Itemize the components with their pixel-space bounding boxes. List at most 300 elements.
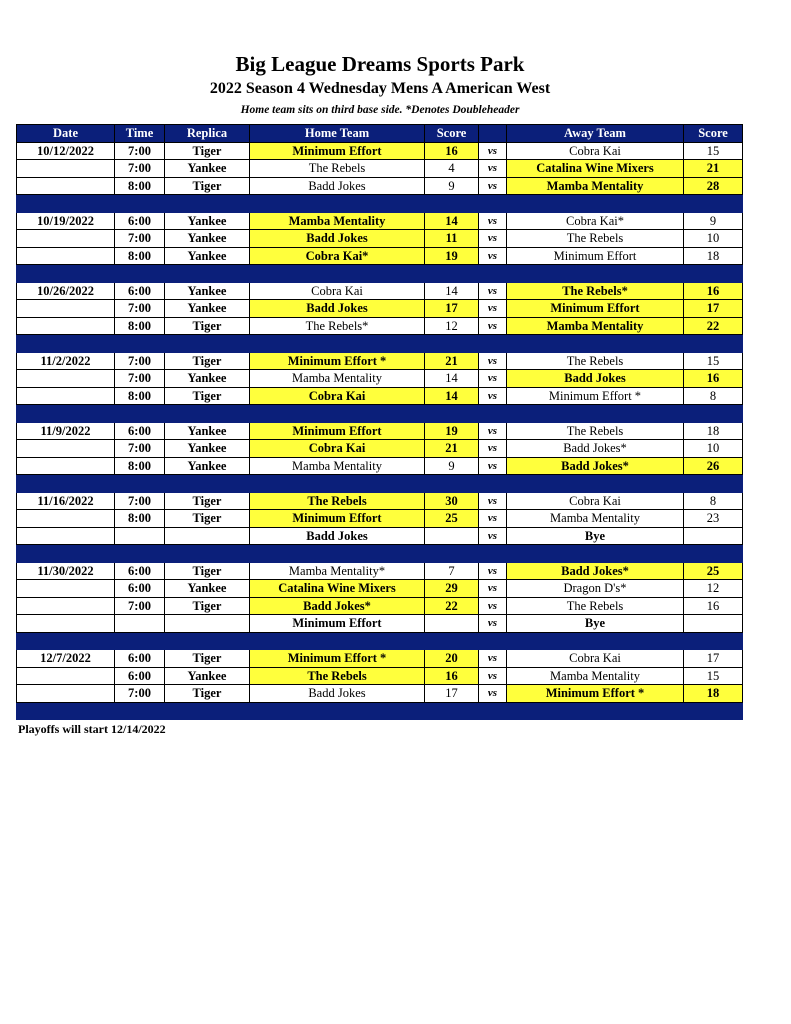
header-row [17, 125, 743, 143]
replica-cell: Yankee [165, 667, 250, 685]
away-team-cell: Bye [507, 527, 684, 545]
separator-cell [507, 265, 684, 283]
home-team-cell: Minimum Effort [250, 615, 425, 633]
away-team-cell: Mamba Mentality [507, 177, 684, 195]
vs-cell: vs [479, 177, 507, 195]
date-cell: 11/9/2022 [17, 422, 115, 440]
game-row [17, 510, 743, 528]
away-team-cell: Cobra Kai [507, 142, 684, 160]
away-score-cell: 22 [684, 317, 743, 335]
separator-cell [17, 335, 115, 353]
separator-cell [165, 265, 250, 283]
away-team-cell: The Rebels [507, 597, 684, 615]
away-score-cell: 18 [684, 247, 743, 265]
home-team-cell: Cobra Kai* [250, 247, 425, 265]
away-score-cell: 16 [684, 282, 743, 300]
home-team-cell: Badd Jokes [250, 177, 425, 195]
time-cell: 8:00 [115, 510, 165, 528]
replica-cell: Yankee [165, 440, 250, 458]
week-separator-row [17, 335, 743, 353]
page-subtitle: 2022 Season 4 Wednesday Mens A American West [209, 80, 551, 97]
replica-cell: Tiger [165, 510, 250, 528]
time-cell: 8:00 [115, 317, 165, 335]
time-cell: 7:00 [115, 685, 165, 703]
vs-cell: vs [479, 317, 507, 335]
home-score-cell: 16 [425, 667, 479, 685]
game-row [17, 230, 743, 248]
col-header-away-team: Away Team [507, 125, 684, 143]
game-row [17, 370, 743, 388]
replica-cell: Tiger [165, 685, 250, 703]
separator-cell [507, 405, 684, 423]
game-row [17, 440, 743, 458]
home-team-cell: Mamba Mentality [250, 457, 425, 475]
away-team-cell: Cobra Kai [507, 650, 684, 668]
home-team-cell: Minimum Effort [250, 510, 425, 528]
separator-cell [684, 335, 743, 353]
separator-cell [17, 475, 115, 493]
vs-cell: vs [479, 580, 507, 598]
game-row [17, 247, 743, 265]
separator-cell [479, 545, 507, 563]
separator-cell [250, 405, 425, 423]
date-cell [17, 370, 115, 388]
vs-cell: vs [479, 562, 507, 580]
home-score-cell: 25 [425, 510, 479, 528]
separator-cell [250, 335, 425, 353]
home-team-cell: Minimum Effort [250, 422, 425, 440]
away-score-cell [684, 615, 743, 633]
game-row [17, 300, 743, 318]
vs-cell: vs [479, 142, 507, 160]
replica-cell: Tiger [165, 492, 250, 510]
home-score-cell: 11 [425, 230, 479, 248]
separator-cell [165, 405, 250, 423]
away-score-cell: 16 [684, 370, 743, 388]
away-score-cell: 18 [684, 685, 743, 703]
away-score-cell: 23 [684, 510, 743, 528]
separator-cell [684, 632, 743, 650]
home-score-cell: 14 [425, 282, 479, 300]
game-row [17, 685, 743, 703]
separator-cell [165, 475, 250, 493]
date-cell [17, 247, 115, 265]
game-row [17, 317, 743, 335]
separator-cell [479, 405, 507, 423]
date-cell: 10/19/2022 [17, 212, 115, 230]
date-cell [17, 177, 115, 195]
separator-cell [250, 265, 425, 283]
separator-cell [479, 335, 507, 353]
away-team-cell: Cobra Kai [507, 492, 684, 510]
away-score-cell: 28 [684, 177, 743, 195]
separator-cell [425, 475, 479, 493]
replica-cell: Yankee [165, 370, 250, 388]
home-team-cell: Cobra Kai [250, 387, 425, 405]
separator-cell [115, 195, 165, 213]
away-score-cell: 15 [684, 667, 743, 685]
vs-cell: vs [479, 615, 507, 633]
home-score-cell: 19 [425, 247, 479, 265]
away-team-cell: Badd Jokes* [507, 457, 684, 475]
playoffs-note: Playoffs will start 12/14/2022 [18, 722, 166, 736]
away-score-cell: 8 [684, 387, 743, 405]
date-cell [17, 230, 115, 248]
away-team-cell: The Rebels [507, 230, 684, 248]
separator-cell [17, 632, 115, 650]
date-cell [17, 685, 115, 703]
vs-cell: vs [479, 685, 507, 703]
away-team-cell: The Rebels* [507, 282, 684, 300]
away-team-cell: Bye [507, 615, 684, 633]
separator-cell [165, 545, 250, 563]
schedule-table [16, 124, 743, 720]
game-row [17, 212, 743, 230]
date-cell: 10/26/2022 [17, 282, 115, 300]
away-team-cell: Mamba Mentality [507, 317, 684, 335]
week-separator-row [17, 545, 743, 563]
separator-cell [165, 195, 250, 213]
home-team-cell: Catalina Wine Mixers [250, 580, 425, 598]
replica-cell: Yankee [165, 230, 250, 248]
separator-cell [115, 265, 165, 283]
time-cell: 8:00 [115, 387, 165, 405]
separator-cell [250, 632, 425, 650]
home-team-cell: Badd Jokes [250, 230, 425, 248]
separator-cell [250, 702, 425, 720]
separator-cell [425, 632, 479, 650]
home-score-cell: 21 [425, 440, 479, 458]
replica-cell: Tiger [165, 387, 250, 405]
separator-cell [479, 702, 507, 720]
vs-cell: vs [479, 160, 507, 178]
game-row [17, 527, 743, 545]
vs-cell: vs [479, 247, 507, 265]
home-team-cell: The Rebels [250, 667, 425, 685]
game-row [17, 160, 743, 178]
time-cell: 6:00 [115, 580, 165, 598]
separator-cell [425, 265, 479, 283]
away-team-cell: Badd Jokes* [507, 440, 684, 458]
game-row [17, 597, 743, 615]
game-row [17, 562, 743, 580]
vs-cell: vs [479, 440, 507, 458]
col-header-home-score: Score [425, 125, 479, 143]
date-cell: 11/2/2022 [17, 352, 115, 370]
away-score-cell: 8 [684, 492, 743, 510]
separator-cell [425, 405, 479, 423]
away-score-cell: 17 [684, 650, 743, 668]
home-score-cell: 7 [425, 562, 479, 580]
date-cell [17, 615, 115, 633]
home-score-cell: 14 [425, 387, 479, 405]
separator-cell [17, 545, 115, 563]
vs-cell: vs [479, 422, 507, 440]
replica-cell: Yankee [165, 160, 250, 178]
away-score-cell: 25 [684, 562, 743, 580]
away-team-cell: Mamba Mentality [507, 667, 684, 685]
time-cell: 6:00 [115, 562, 165, 580]
replica-cell [165, 615, 250, 633]
separator-cell [507, 702, 684, 720]
away-team-cell: Badd Jokes* [507, 562, 684, 580]
away-score-cell: 15 [684, 142, 743, 160]
time-cell: 7:00 [115, 160, 165, 178]
replica-cell: Yankee [165, 422, 250, 440]
col-header-replica: Replica [165, 125, 250, 143]
time-cell: 7:00 [115, 492, 165, 510]
date-cell [17, 300, 115, 318]
replica-cell: Tiger [165, 650, 250, 668]
date-cell [17, 597, 115, 615]
home-score-cell: 16 [425, 142, 479, 160]
schedule-body [17, 142, 743, 720]
vs-cell: vs [479, 457, 507, 475]
replica-cell: Tiger [165, 352, 250, 370]
replica-cell: Yankee [165, 457, 250, 475]
time-cell: 7:00 [115, 300, 165, 318]
home-score-cell: 30 [425, 492, 479, 510]
separator-cell [115, 702, 165, 720]
vs-cell: vs [479, 212, 507, 230]
vs-cell: vs [479, 352, 507, 370]
replica-cell: Tiger [165, 562, 250, 580]
time-cell: 8:00 [115, 247, 165, 265]
separator-cell [684, 265, 743, 283]
replica-cell [165, 527, 250, 545]
date-cell [17, 317, 115, 335]
home-score-cell [425, 615, 479, 633]
separator-cell [115, 545, 165, 563]
home-team-cell: Badd Jokes [250, 300, 425, 318]
col-header-away-score: Score [684, 125, 743, 143]
home-score-cell: 19 [425, 422, 479, 440]
separator-cell [507, 632, 684, 650]
home-score-cell: 12 [425, 317, 479, 335]
vs-cell: vs [479, 650, 507, 668]
separator-cell [479, 475, 507, 493]
time-cell: 7:00 [115, 352, 165, 370]
away-score-cell: 18 [684, 422, 743, 440]
away-team-cell: Catalina Wine Mixers [507, 160, 684, 178]
vs-cell: vs [479, 492, 507, 510]
away-team-cell: Minimum Effort [507, 247, 684, 265]
away-team-cell: Minimum Effort * [507, 685, 684, 703]
home-team-cell: Cobra Kai [250, 440, 425, 458]
separator-cell [250, 545, 425, 563]
time-cell: 8:00 [115, 457, 165, 475]
home-team-cell: Minimum Effort * [250, 650, 425, 668]
home-team-cell: Mamba Mentality [250, 370, 425, 388]
date-cell [17, 527, 115, 545]
game-row [17, 282, 743, 300]
schedule-note: Home team sits on third base side. *Denotes Doubleheader [240, 104, 520, 116]
separator-cell [425, 335, 479, 353]
game-row [17, 422, 743, 440]
away-team-cell: Cobra Kai* [507, 212, 684, 230]
separator-cell [425, 545, 479, 563]
home-score-cell [425, 527, 479, 545]
separator-cell [507, 335, 684, 353]
home-score-cell: 20 [425, 650, 479, 668]
time-cell [115, 527, 165, 545]
home-score-cell: 9 [425, 457, 479, 475]
time-cell: 6:00 [115, 650, 165, 668]
replica-cell: Yankee [165, 247, 250, 265]
separator-cell [165, 632, 250, 650]
separator-cell [479, 265, 507, 283]
away-score-cell: 17 [684, 300, 743, 318]
away-team-cell: Mamba Mentality [507, 510, 684, 528]
game-row [17, 142, 743, 160]
date-cell [17, 667, 115, 685]
col-header-vs [479, 125, 507, 143]
replica-cell: Yankee [165, 212, 250, 230]
replica-cell: Tiger [165, 597, 250, 615]
separator-cell [684, 475, 743, 493]
separator-cell [17, 265, 115, 283]
date-cell [17, 510, 115, 528]
vs-cell: vs [479, 370, 507, 388]
separator-cell [684, 405, 743, 423]
home-score-cell: 14 [425, 212, 479, 230]
away-score-cell: 16 [684, 597, 743, 615]
separator-cell [425, 195, 479, 213]
separator-cell [507, 475, 684, 493]
separator-cell [17, 405, 115, 423]
game-row [17, 580, 743, 598]
replica-cell: Yankee [165, 580, 250, 598]
away-team-cell: Dragon D's* [507, 580, 684, 598]
vs-cell: vs [479, 667, 507, 685]
away-score-cell: 9 [684, 212, 743, 230]
separator-cell [479, 632, 507, 650]
replica-cell: Tiger [165, 317, 250, 335]
time-cell: 8:00 [115, 177, 165, 195]
vs-cell: vs [479, 230, 507, 248]
home-score-cell: 17 [425, 300, 479, 318]
vs-cell: vs [479, 282, 507, 300]
away-team-cell: Minimum Effort [507, 300, 684, 318]
replica-cell: Yankee [165, 282, 250, 300]
home-score-cell: 4 [425, 160, 479, 178]
separator-cell [507, 195, 684, 213]
home-team-cell: Badd Jokes [250, 685, 425, 703]
separator-cell [684, 702, 743, 720]
home-score-cell: 21 [425, 352, 479, 370]
away-score-cell: 10 [684, 230, 743, 248]
vs-cell: vs [479, 387, 507, 405]
home-team-cell: The Rebels [250, 160, 425, 178]
date-cell [17, 580, 115, 598]
vs-cell: vs [479, 510, 507, 528]
separator-cell [425, 702, 479, 720]
home-team-cell: Minimum Effort * [250, 352, 425, 370]
week-separator-row [17, 475, 743, 493]
home-score-cell: 14 [425, 370, 479, 388]
separator-cell [115, 632, 165, 650]
replica-cell: Tiger [165, 177, 250, 195]
vs-cell: vs [479, 527, 507, 545]
time-cell: 7:00 [115, 142, 165, 160]
separator-cell [165, 702, 250, 720]
home-team-cell: Cobra Kai [250, 282, 425, 300]
time-cell: 6:00 [115, 667, 165, 685]
separator-cell [250, 195, 425, 213]
separator-cell [17, 702, 115, 720]
date-cell [17, 387, 115, 405]
week-separator-row [17, 632, 743, 650]
time-cell: 7:00 [115, 597, 165, 615]
separator-cell [507, 545, 684, 563]
date-cell [17, 160, 115, 178]
date-cell [17, 440, 115, 458]
game-row [17, 352, 743, 370]
home-team-cell: Mamba Mentality [250, 212, 425, 230]
game-row [17, 177, 743, 195]
away-team-cell: Minimum Effort * [507, 387, 684, 405]
home-score-cell: 17 [425, 685, 479, 703]
home-team-cell: Mamba Mentality* [250, 562, 425, 580]
home-team-cell: Badd Jokes [250, 527, 425, 545]
week-separator-row [17, 405, 743, 423]
date-cell: 12/7/2022 [17, 650, 115, 668]
replica-cell: Yankee [165, 300, 250, 318]
away-score-cell: 10 [684, 440, 743, 458]
date-cell: 11/16/2022 [17, 492, 115, 510]
home-score-cell: 9 [425, 177, 479, 195]
separator-cell [115, 475, 165, 493]
away-score-cell: 26 [684, 457, 743, 475]
game-row [17, 492, 743, 510]
col-header-time: Time [115, 125, 165, 143]
game-row [17, 615, 743, 633]
away-score-cell: 21 [684, 160, 743, 178]
away-team-cell: Badd Jokes [507, 370, 684, 388]
home-score-cell: 22 [425, 597, 479, 615]
game-row [17, 667, 743, 685]
time-cell: 7:00 [115, 370, 165, 388]
week-separator-row [17, 195, 743, 213]
game-row [17, 650, 743, 668]
time-cell: 6:00 [115, 282, 165, 300]
home-team-cell: The Rebels* [250, 317, 425, 335]
replica-cell: Tiger [165, 142, 250, 160]
separator-cell [684, 195, 743, 213]
col-header-date: Date [17, 125, 115, 143]
date-cell: 10/12/2022 [17, 142, 115, 160]
away-team-cell: The Rebels [507, 352, 684, 370]
time-cell: 6:00 [115, 422, 165, 440]
home-score-cell: 29 [425, 580, 479, 598]
time-cell: 7:00 [115, 440, 165, 458]
time-cell: 6:00 [115, 212, 165, 230]
separator-cell [250, 475, 425, 493]
away-score-cell: 12 [684, 580, 743, 598]
date-cell [17, 457, 115, 475]
page-title: Big League Dreams Sports Park [235, 52, 525, 76]
home-team-cell: Minimum Effort [250, 142, 425, 160]
away-team-cell: The Rebels [507, 422, 684, 440]
game-row [17, 387, 743, 405]
separator-cell [115, 335, 165, 353]
away-score-cell: 15 [684, 352, 743, 370]
week-separator-row [17, 265, 743, 283]
game-row [17, 457, 743, 475]
vs-cell: vs [479, 300, 507, 318]
time-cell [115, 615, 165, 633]
date-cell: 11/30/2022 [17, 562, 115, 580]
